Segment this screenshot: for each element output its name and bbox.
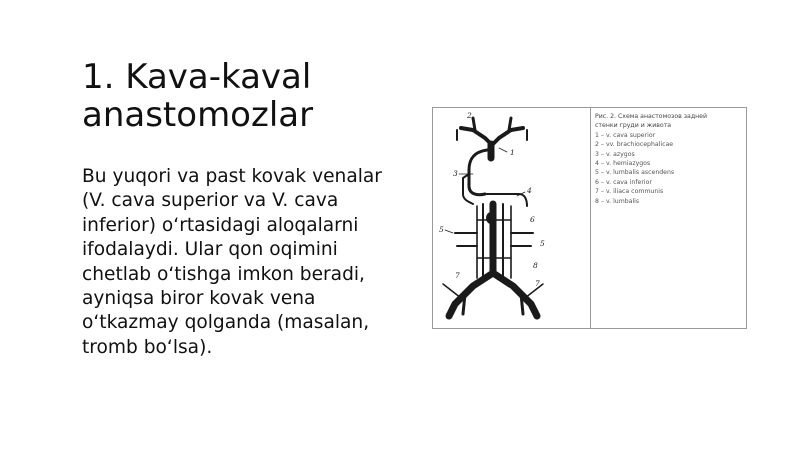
slide-body-text: Bu yuqori va past kovak venalar (V. cava superior va V. cava inferior) oʻrtasidagi aloqalarni ifodalaydi. Ular qon oqimini chetlab oʻtishga imkon beradi, ayniqsa biror kovak vena oʻtkazmay qolganda (masalan, tromb boʻlsa). <box>82 166 382 358</box>
legend-item: 8 – v. lumbalis <box>595 197 640 205</box>
figure-label-2: 2 <box>467 111 472 120</box>
figure-caption-line: Рис. 2. Схема анастомозов задней <box>595 113 707 120</box>
figure-label-5-right: 5 <box>540 239 545 248</box>
legend-item: 6 – v. cava inferior <box>595 178 652 186</box>
figure-label-4: 4 <box>527 186 532 195</box>
legend-item: 7 – v. iliaca communis <box>595 188 664 196</box>
legend-item: 2 – vv. brachiocephalicae <box>595 141 674 149</box>
figure-caption-line: стенки груди и живота <box>595 122 672 130</box>
figure-label-5-left: 5 <box>439 225 444 234</box>
vein-diagram-drawing <box>433 108 590 328</box>
legend-item: 3 – v. azygos <box>595 150 635 158</box>
figure-label-1: 1 <box>510 148 515 157</box>
figure-label-6: 6 <box>530 215 535 224</box>
vein-anastomosis-figure <box>432 107 747 329</box>
figure-label-7-right: 7 <box>535 279 540 288</box>
figure-label-8: 8 <box>533 261 538 270</box>
slide-title: 1. Kava-kaval anastomozlar <box>82 57 314 135</box>
legend-item: 1 – v. cava superior <box>595 131 656 139</box>
figure-label-7-left: 7 <box>455 271 460 280</box>
figure-label-3: 3 <box>453 169 458 178</box>
legend-item: 4 – v. hemiazygos <box>595 160 651 168</box>
legend-item: 5 – v. lumbalis ascendens <box>595 169 675 177</box>
figure-divider <box>590 108 591 328</box>
figure-legend <box>595 112 743 206</box>
